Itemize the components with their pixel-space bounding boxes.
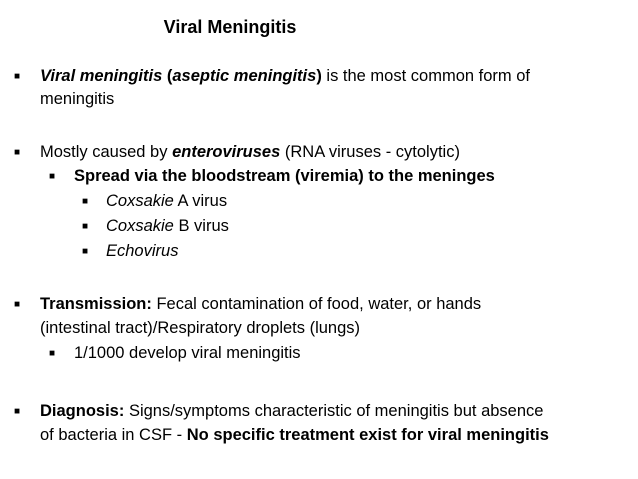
term-enteroviruses: enteroviruses (172, 143, 281, 161)
term-viral-meningitis: Viral meningitis (40, 67, 163, 85)
virus-name: Coxsakie (106, 217, 174, 235)
bullet-square-icon: ■ (82, 246, 89, 257)
bullet-square-icon: ■ (14, 299, 21, 310)
text-diagnosis: Signs/symptoms characteristic of meningitis but absence (124, 402, 544, 420)
sub-bullet-incidence: 1/1000 develop viral meningitis (74, 344, 301, 362)
bullet-diagnosis (40, 400, 543, 423)
text-mostly-caused: Mostly caused by (40, 143, 173, 161)
bullet-square-icon: ■ (49, 348, 56, 359)
text-rna-viruses: (RNA viruses - cytolytic) (280, 143, 460, 161)
bullet-transmission (40, 293, 481, 316)
virus-item (106, 190, 227, 213)
text-no-treatment: No specific treatment exist for viral meningitis (186, 426, 549, 444)
term-aseptic-meningitis: aseptic meningitis (172, 67, 317, 85)
paren-open: ( (162, 67, 173, 85)
virus-item (106, 215, 229, 238)
label-diagnosis: Diagnosis: (40, 402, 125, 420)
text-most-common-form: is the most common form of (321, 67, 530, 85)
virus-item (106, 240, 178, 263)
bullet-square-icon: ■ (82, 221, 89, 232)
bullet-viral-meningitis-line2: meningitis (40, 90, 115, 108)
bullet-square-icon: ■ (49, 171, 56, 182)
sub-bullet-spread: Spread via the bloodstream (viremia) to the meninges (74, 167, 495, 185)
slide-title: Viral Meningitis (163, 17, 297, 37)
bullet-square-icon: ■ (14, 406, 21, 417)
paren-close: ) (316, 67, 322, 85)
text-transmission: Fecal contamination of food, water, or hands (151, 295, 482, 313)
virus-name: Echovirus (106, 242, 179, 260)
bullet-square-icon: ■ (14, 147, 21, 158)
virus-type: A virus (173, 192, 228, 210)
virus-type: B virus (173, 217, 229, 235)
virus-name: Coxsakie (106, 192, 174, 210)
bullet-diagnosis-line2 (40, 424, 549, 447)
bullet-square-icon: ■ (14, 71, 21, 82)
bullet-enteroviruses (40, 141, 460, 164)
bullet-square-icon: ■ (82, 196, 89, 207)
bullet-transmission-line2: (intestinal tract)/Respiratory droplets (lungs) (40, 319, 361, 337)
label-transmission: Transmission: (40, 295, 152, 313)
text-csf: of bacteria in CSF - (40, 426, 187, 444)
bullet-viral-meningitis (40, 65, 530, 88)
